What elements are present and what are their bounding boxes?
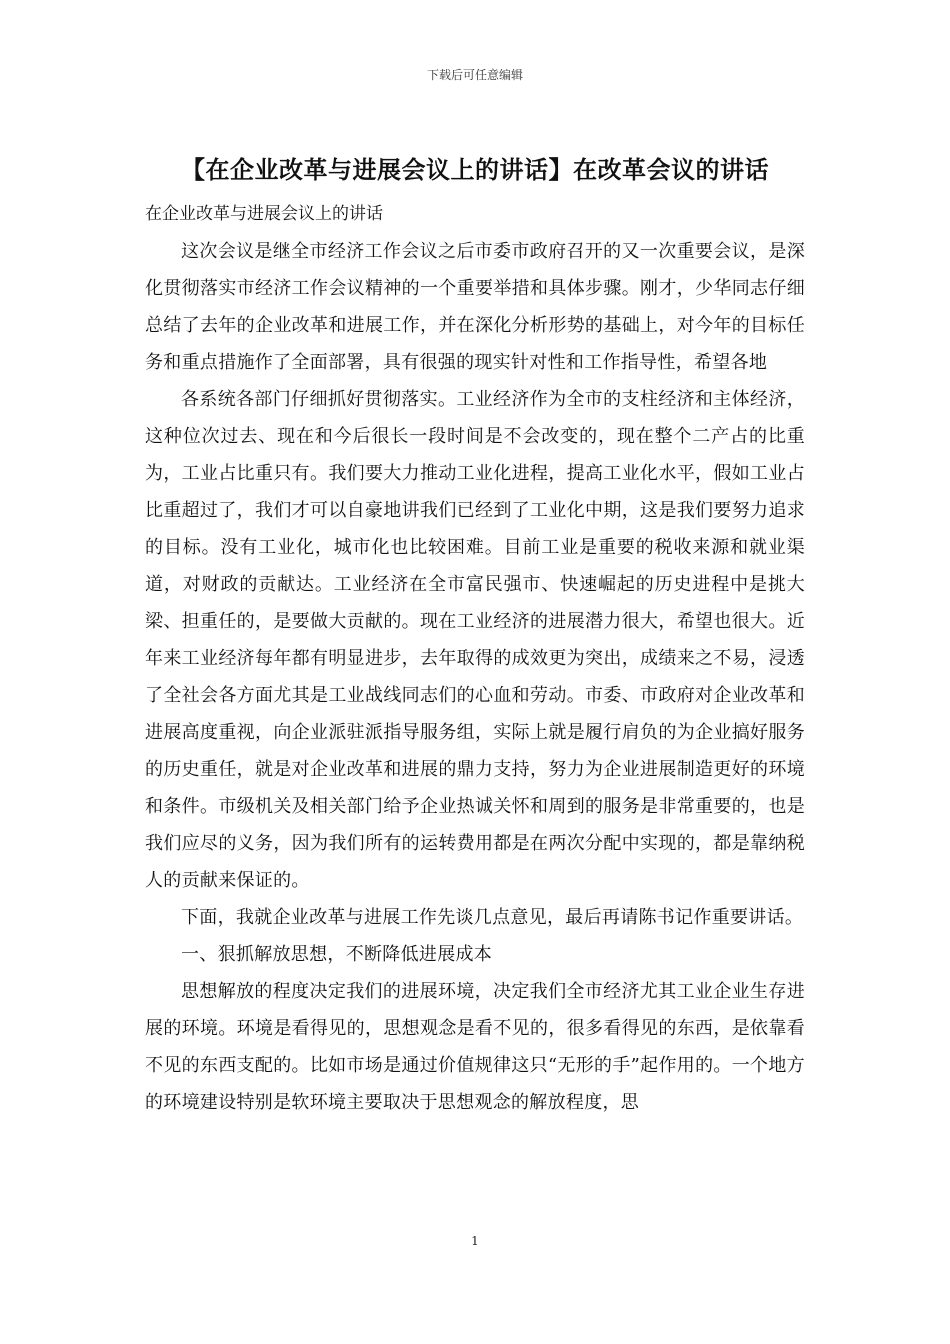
paragraph-4: 思想解放的程度决定我们的进展环境，决定我们全市经济尤其工业企业生存进展的环境。环境是看得见的，思想观念是看不见的，很多看得见的东西，是依靠看不见的东西支配的。比如市场是通过价值规律这只“无形的手”起作用的。一个地方的环境建设特别是软环境主要取决于思想观念的解放程度，思 [145,981,805,1113]
paragraph-3: 下面，我就企业改革与进展工作先谈几点意见，最后再请陈书记作重要讲话。 [181,907,804,928]
speech-subtitle: 在企业改革与进展会议上的讲话 [145,204,383,224]
paragraph-2: 各系统各部门仔细抓好贯彻落实。工业经济作为全市的支柱经济和主体经济，这种位次过去、现在和今后很长一段时间是不会改变的，现在整个二产占的比重为，工业占比重只有。我们要大力推动工业化进程，提高工业化水平，假如工业占比重超过了，我们才可以自豪地讲我们已经到了工业化中期，这是我们要努力追求的目标。没有工业化，城市化也比较困难。目前工业是重要的税收来源和就业渠道，对财政的贡献达。工业经济在全市富民强市、快速崛起的历史进程中是挑大梁、担重任的，是要做大贡献的。现在工业经济的进展潜力很大，希望也很大。近年来工业经济每年都有明显进步，去年取得的成效更为突出，成绩来之不易，浸透了全社会各方面尤其是工业战线同志们的心血和劳动。市委、市政府对企业改革和进展高度重视，向企业派驻派指导服务组，实际上就是履行肩负的为企业搞好服务的历史重任，就是对企业改革和进展的鼎力支持，努力为企业进展制造更好的环境和条件。市级机关及相关部门给予企业热诚关怀和周到的服务是非常重要的，也是我们应尽的义务，因为我们所有的运转费用都是在两次分配中实现的，都是靠纳税人的贡献来保证的。 [145,389,805,891]
page-number: 1 [471,1234,479,1248]
document-body [145,196,805,1121]
section-heading-1: 一、狠抓解放思想，不断降低进展成本 [181,944,493,965]
paragraph-1: 这次会议是继全市经济工作会议之后市委市政府召开的又一次重要会议，是深化贯彻落实市经济工作会议精神的一个重要举措和具体步骤。刚才，少华同志仔细总结了去年的企业改革和进展工作，并在深化分析形势的基础上，对今年的目标任务和重点措施作了全面部署，具有很强的现实针对性和工作指导性，希望各地 [145,241,805,373]
document-title: 【在企业改革与进展会议上的讲话】在改革会议的讲话 [181,156,769,184]
download-note: 下载后可任意编辑 [426,68,523,82]
